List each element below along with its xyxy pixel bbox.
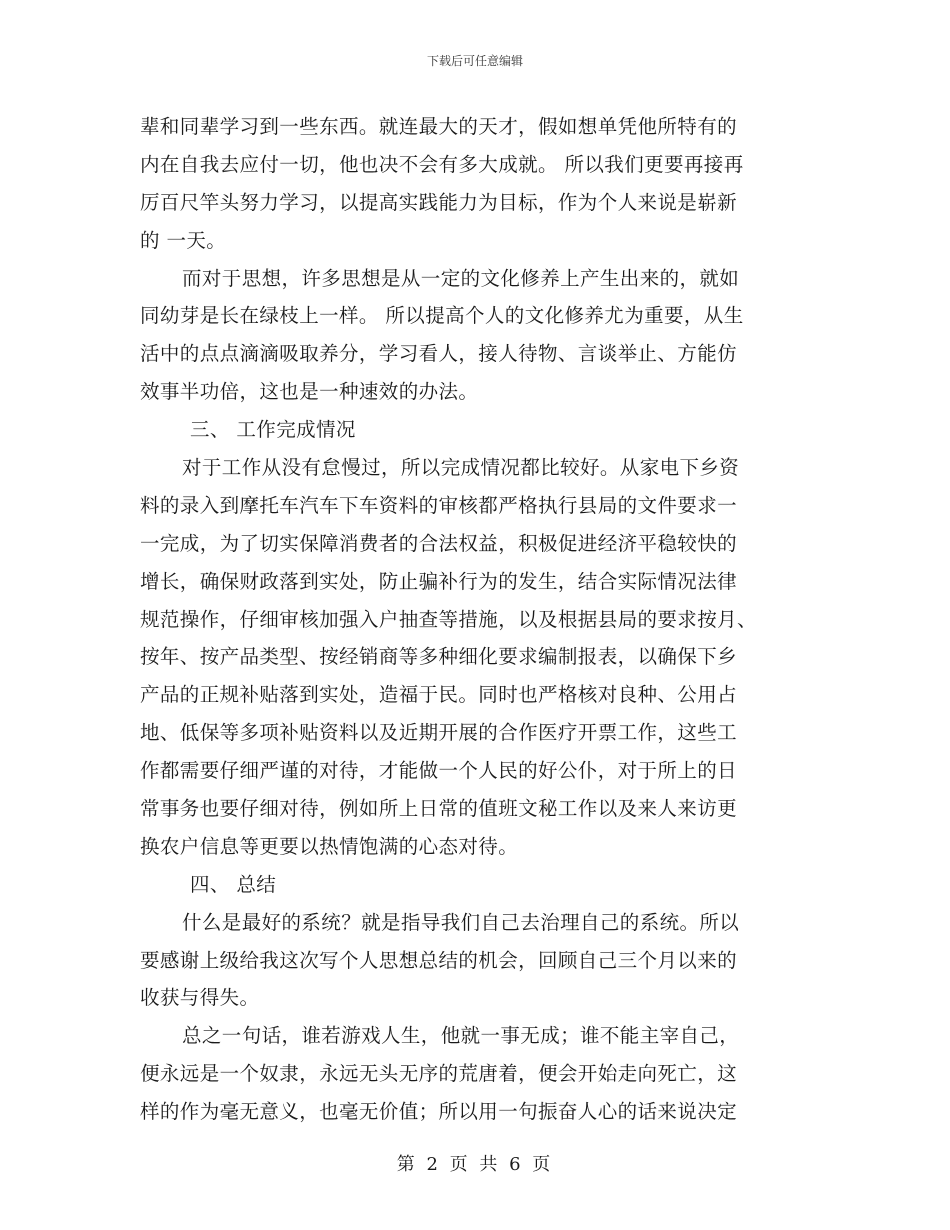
text-line: 辈和同辈学习到一些东西。就连最大的天才，假如想单凭他所特有的: [140, 115, 738, 138]
page-header: 下载后可任意编辑: [426, 54, 523, 68]
text-line: 产品的正规补贴落到实处，造福于民。同时也严格核对良种、公用占: [140, 683, 738, 707]
text-line: 换农户信息等更要以热情饱满的心态对待。: [140, 834, 519, 858]
text-line: 要感谢上级给我这次写个人思想总结的机会，回顾自己三个月以来的: [140, 948, 738, 972]
text-line: 作都需要仔细严谨的对待，才能做一个人民的好公仆，对于所上的日: [140, 759, 738, 783]
text-line: 活中的点点滴滴吸取养分，学习看人，接人待物、言谈举止、方能仿: [140, 342, 738, 366]
text-line: 料的录入到摩托车汽车下车资料的审核都严格执行县局的文件要求一: [140, 493, 738, 517]
text-line: 按年、按产品类型、按经销商等多种细化要求编制报表，以确保下乡: [140, 645, 738, 669]
text-line: 同幼芽是长在绿枝上一样。 所以提高个人的文化修养尤为重要，从生: [140, 304, 744, 328]
text-line: 效事半功倍，这也是一种速效的办法。: [140, 380, 479, 404]
section-heading: 四、 总结: [190, 872, 277, 896]
text-line: 一完成，为了切实保障消费者的合法权益，积极促进经济平稳较快的: [140, 531, 738, 555]
paragraph-start-line: 总之一句话，谁若游戏人生，他就一事无成；谁不能主宰自己，: [182, 1024, 740, 1048]
text-line: 便永远是一个奴隶，永远无头无序的荒唐着，便会开始走向死亡，这: [140, 1062, 738, 1086]
text-line: 收获与得失。: [140, 986, 260, 1010]
text-line: 增长，确保财政落到实处，防止骗补行为的发生，结合实际情况法律: [140, 569, 738, 593]
text-line: 厉百尺竿头努力学习，以提高实践能力为目标，作为个人来说是崭新: [140, 190, 738, 214]
text-line: 规范操作，仔细审核加强入户抽查等措施，以及根据县局的要求按月、: [140, 607, 757, 631]
page-number-footer: 第 2 页 共 6 页: [396, 1154, 554, 1175]
paragraph-start-line: 什么是最好的系统？就是指导我们自己去治理自己的系统。所以: [182, 910, 740, 934]
text-line: 样的作为毫无意义，也毫无价值；所以用一句振奋人心的话来说决定: [140, 1100, 738, 1124]
text-line: 常事务也要仔细对待，例如所上日常的值班文秘工作以及来人来访更: [140, 797, 738, 821]
text-line: 的 一天。: [140, 228, 227, 252]
text-line: 内在自我去应付一切，他也决不会有多大成就。 所以我们更要再接再: [140, 152, 744, 176]
paragraph-start-line: 而对于思想，许多思想是从一定的文化修养上产生出来的，就如: [182, 266, 740, 290]
text-line: 地、低保等多项补贴资料以及近期开展的合作医疗开票工作，这些工: [140, 721, 738, 745]
document-body: [140, 108, 810, 1131]
paragraph-start-line: 对于工作从没有怠慢过，所以完成情况都比较好。从家电下乡资: [182, 456, 740, 480]
section-heading: 三、 工作完成情况: [190, 418, 356, 442]
